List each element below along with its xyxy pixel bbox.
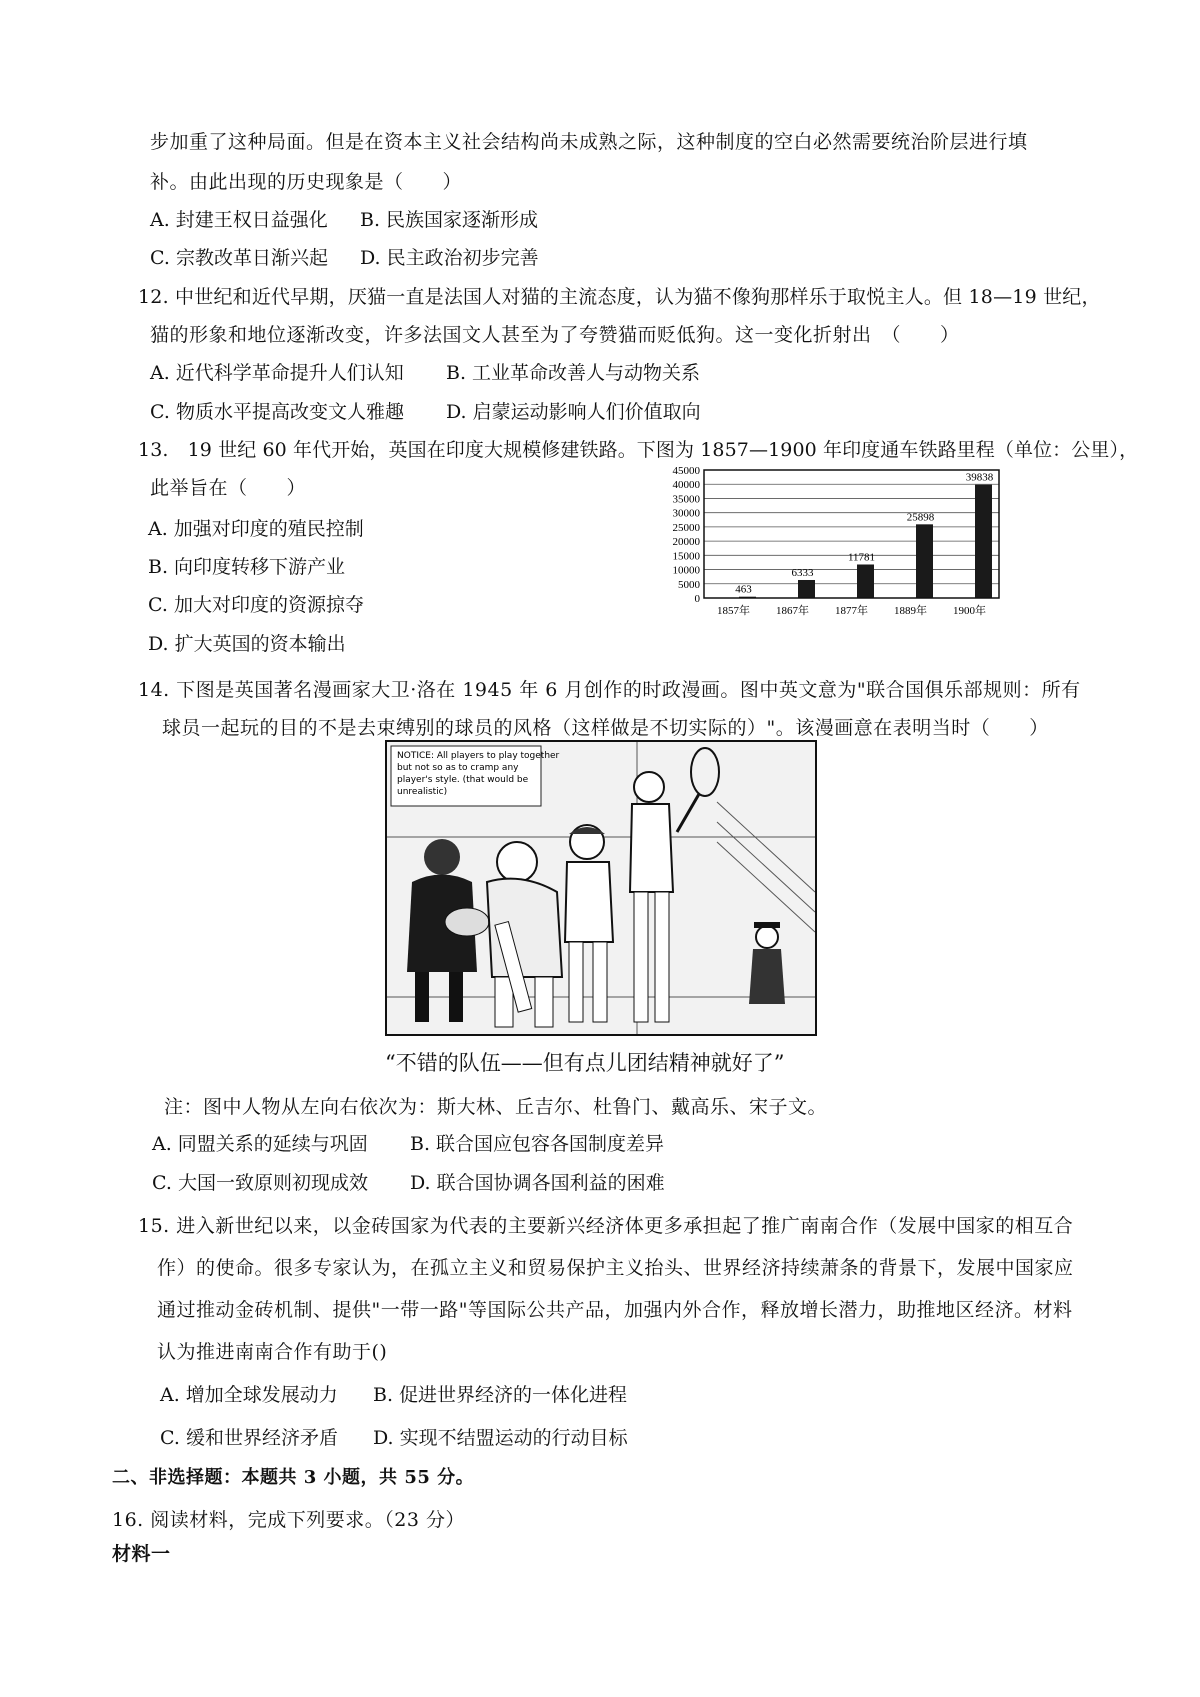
q15-option-c: C. 缓和世界经济矛盾	[160, 1427, 338, 1449]
chart-bar	[975, 485, 992, 598]
material-one-label: 材料一	[112, 1543, 171, 1565]
chart-y-tick-label: 15000	[672, 550, 700, 563]
q15-stem-line-3: 通过推动金砖机制、提供"一带一路"等国际公共产品，加强内外合作，释放增长潜力，助推地区经济。材料	[157, 1299, 1073, 1321]
chart-bar	[798, 580, 815, 598]
chart-x-tick-label: 1889年	[894, 605, 927, 617]
q15-option-d: D. 实现不结盟运动的行动目标	[373, 1427, 628, 1449]
chart-data-label: 39838	[965, 471, 994, 484]
q16-stem: 16. 阅读材料，完成下列要求。（23 分）	[112, 1509, 465, 1531]
q12-option-c: C. 物质水平提高改变文人雅趣	[150, 401, 404, 423]
chart-x-tick-label: 1857年	[717, 605, 750, 617]
chart-y-tick-label: 30000	[672, 507, 700, 520]
q13-stem-line-1: 13. 19 世纪 60 年代开始，英国在印度大规模修建铁路。下图为 1857—1900 年印度通车铁路里程（单位：公里），	[138, 439, 1139, 461]
chart-y-tick-label: 45000	[672, 465, 700, 477]
chart-x-tick-labels	[717, 603, 986, 617]
q11-option-a: A. 封建王权日益强化	[150, 209, 328, 231]
chart-data-label: 25898	[906, 511, 935, 524]
cartoon-drawing	[387, 742, 815, 1034]
q13-stem-line-2: 此举旨在（ ）	[150, 477, 307, 499]
q14-stem-line-1: 14. 下图是英国著名漫画家大卫·洛在 1945 年 6 月创作的时政漫画。图中英文意为"联合国俱乐部规则：所有	[138, 679, 1081, 701]
chart-plot-frame	[704, 470, 999, 598]
cartoon-sign-line-2: but not so as to cramp any	[397, 763, 519, 773]
chart-y-tick-label: 40000	[672, 479, 700, 492]
q14-option-d: D. 联合国协调各国利益的困难	[410, 1172, 665, 1194]
chart-y-tick-label: 5000	[678, 578, 700, 591]
q11-stem-line-1: 步加重了这种局面。但是在资本主义社会结构尚未成熟之际，这种制度的空白必然需要统治阶层进行填	[150, 131, 1028, 153]
q15-option-a: A. 增加全球发展动力	[160, 1384, 338, 1406]
chart-x-tick-label: 1900年	[953, 605, 986, 617]
q14-option-c: C. 大国一致原则初现成效	[152, 1172, 368, 1194]
chart-y-tick-labels	[673, 465, 701, 605]
q15-option-b: B. 促进世界经济的一体化进程	[373, 1384, 628, 1406]
q13-option-b: B. 向印度转移下游产业	[148, 556, 346, 578]
section-heading-non-choice: 二、非选择题：本题共 3 小题，共 55 分。	[112, 1467, 475, 1488]
cartoon-caption: “不错的队伍——但有点儿团结精神就好了”	[385, 1051, 785, 1075]
q14-stem-line-2: 球员一起玩的目的不是去束缚别的球员的风格（这样做是不切实际的）"。该漫画意在表明当时（ ）	[162, 717, 1049, 739]
q15-stem-line-2: 作）的使命。很多专家认为，在孤立主义和贸易保护主义抬头、世界经济持续萧条的背景下，发展中国家应	[157, 1257, 1074, 1279]
chart-data-label: 6333	[791, 566, 814, 579]
q12-stem-line-2: 猫的形象和地位逐渐改变，许多法国文人甚至为了夸赞猫而贬低狗。这一变化折射出 （ ）	[150, 324, 960, 346]
q11-option-b: B. 民族国家逐渐形成	[360, 209, 539, 231]
q11-option-d: D. 民主政治初步完善	[360, 247, 539, 269]
q13-option-d: D. 扩大英国的资本输出	[148, 633, 346, 655]
chart-x-tick-label: 1877年	[835, 605, 868, 617]
cartoon-note: 注：图中人物从左向右依次为：斯大林、丘吉尔、杜鲁门、戴高乐、宋子文。	[164, 1096, 828, 1118]
political-cartoon	[385, 740, 817, 1036]
q12-option-a: A. 近代科学革命提升人们认知	[150, 362, 404, 384]
chart-bar	[857, 564, 874, 598]
chart-y-tick-label: 35000	[672, 493, 700, 506]
chart-data-label: 11781	[847, 551, 876, 564]
cartoon-sign-line-3: player's style. (that would be	[397, 775, 529, 785]
cartoon-sign-line-4: unrealistic)	[397, 787, 448, 797]
railway-mileage-chart	[652, 464, 1004, 622]
q11-option-c: C. 宗教改革日渐兴起	[150, 247, 328, 269]
chart-data-label: 463	[735, 583, 752, 596]
chart-y-tick-label: 0	[694, 593, 700, 605]
chart-gridlines	[704, 470, 999, 598]
q13-option-a: A. 加强对印度的殖民控制	[148, 518, 364, 540]
q11-stem-line-2: 补。由此出现的历史现象是（ ）	[150, 171, 463, 193]
q14-option-b: B. 联合国应包容各国制度差异	[410, 1133, 665, 1155]
chart-x-tick-label: 1867年	[776, 605, 809, 617]
chart-y-tick-label: 20000	[672, 536, 700, 549]
q15-stem-line-4: 认为推进南南合作有助于()	[157, 1341, 388, 1363]
chart-bar	[916, 524, 933, 598]
chart-y-tick-label: 25000	[672, 521, 700, 534]
q12-option-b: B. 工业革命改善人与动物关系	[446, 362, 701, 384]
q15-stem-line-1: 15. 进入新世纪以来，以金砖国家为代表的主要新兴经济体更多承担起了推广南南合作（发展中国家的相互合	[138, 1215, 1074, 1237]
q13-option-c: C. 加大对印度的资源掠夺	[148, 594, 364, 616]
q12-stem-line-1: 12. 中世纪和近代早期，厌猫一直是法国人对猫的主流态度，认为猫不像狗那样乐于取悦主人。但 18—19 世纪，	[138, 286, 1101, 308]
chart-y-tick-label: 10000	[672, 564, 700, 577]
q12-option-d: D. 启蒙运动影响人们价值取向	[446, 401, 701, 423]
q14-option-a: A. 同盟关系的延续与巩固	[152, 1133, 368, 1155]
cartoon-sign-line-1: NOTICE: All players to play together	[397, 751, 560, 761]
